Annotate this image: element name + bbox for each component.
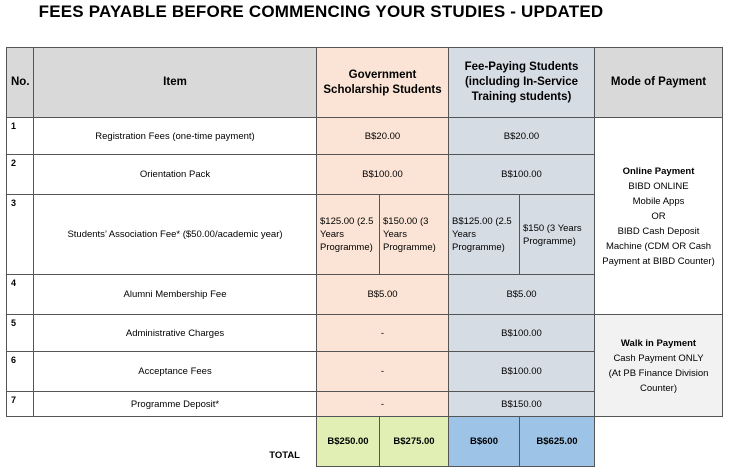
mode-online-line: OR [651,210,666,222]
table-row [7,118,723,155]
row-gov-fee: - [317,352,449,392]
row-gov-fee: B$100.00 [317,155,449,195]
row-item: Programme Deposit* [34,392,317,417]
mode-online-heading: Online Payment [622,165,695,177]
row-gov-fee-3-years: $150.00 (3 Years Programme) [380,195,449,275]
row-item: Administrative Charges [34,315,317,352]
total-fee-paying-3-years: B$625.00 [520,417,595,467]
row-gov-fee: B$20.00 [317,118,449,155]
row-gov-fee: - [317,392,449,417]
mode-online-line: BIBD Cash Deposit [617,225,700,237]
header-gov: Government Scholarship Students [317,48,449,118]
fees-table [6,47,723,467]
header-no: No. [7,48,34,118]
row-no: 6 [7,352,34,392]
row-fee-paying-fee-2-5-years: B$125.00 (2.5 Years Programme) [449,195,520,275]
header-item: Item [34,48,317,118]
total-row [7,417,723,467]
mode-walkin-line: Cash Payment ONLY [613,352,704,364]
mode-online-line: Machine (CDM OR Cash [605,240,712,252]
row-fee-paying-fee: B$20.00 [449,118,595,155]
total-fee-paying-2-5-years: B$600 [449,417,520,467]
row-gov-fee: - [317,315,449,352]
mode-walkin-line: Counter) [640,382,677,394]
total-gov-3-years: B$275.00 [380,417,449,467]
header-row [7,48,723,118]
row-fee-paying-fee: B$5.00 [449,275,595,315]
row-fee-paying-fee: B$100.00 [449,315,595,352]
total-label: TOTAL [34,417,317,467]
header-mode: Mode of Payment [595,48,723,118]
mode-online-line: Payment at BIBD Counter) [602,255,715,267]
row-item: Orientation Pack [34,155,317,195]
row-fee-paying-fee: B$100.00 [449,352,595,392]
row-gov-fee: B$5.00 [317,275,449,315]
row-no: 1 [7,118,34,155]
row-item: Alumni Membership Fee [34,275,317,315]
row-no: 2 [7,155,34,195]
row-no: 7 [7,392,34,417]
mode-online [595,118,723,315]
mode-online-line: BIBD ONLINE [628,180,689,192]
row-no: 4 [7,275,34,315]
mode-walkin [595,315,723,417]
row-fee-paying-fee: B$150.00 [449,392,595,417]
table-row [7,315,723,352]
row-no: 3 [7,195,34,275]
row-fee-paying-fee-3-years: $150 (3 Years Programme) [520,195,595,275]
mode-walkin-heading: Walk in Payment [620,337,697,349]
row-fee-paying-fee: B$100.00 [449,155,595,195]
page-title: FEES PAYABLE BEFORE COMMENCING YOUR STUDIES - UPDATED [38,2,604,21]
total-gov-2-5-years: B$250.00 [317,417,380,467]
mode-online-line: Mobile Apps [632,195,685,207]
row-item: Registration Fees (one-time payment) [34,118,317,155]
mode-walkin-line: (At PB Finance Division [608,367,709,379]
row-no: 5 [7,315,34,352]
row-gov-fee-2-5-years: $125.00 (2.5 Years Programme) [317,195,380,275]
header-fee-paying: Fee-Paying Students (including In-Service Training students) [449,48,595,118]
row-item: Acceptance Fees [34,352,317,392]
row-item: Students’ Association Fee* ($50.00/academic year) [34,195,317,275]
